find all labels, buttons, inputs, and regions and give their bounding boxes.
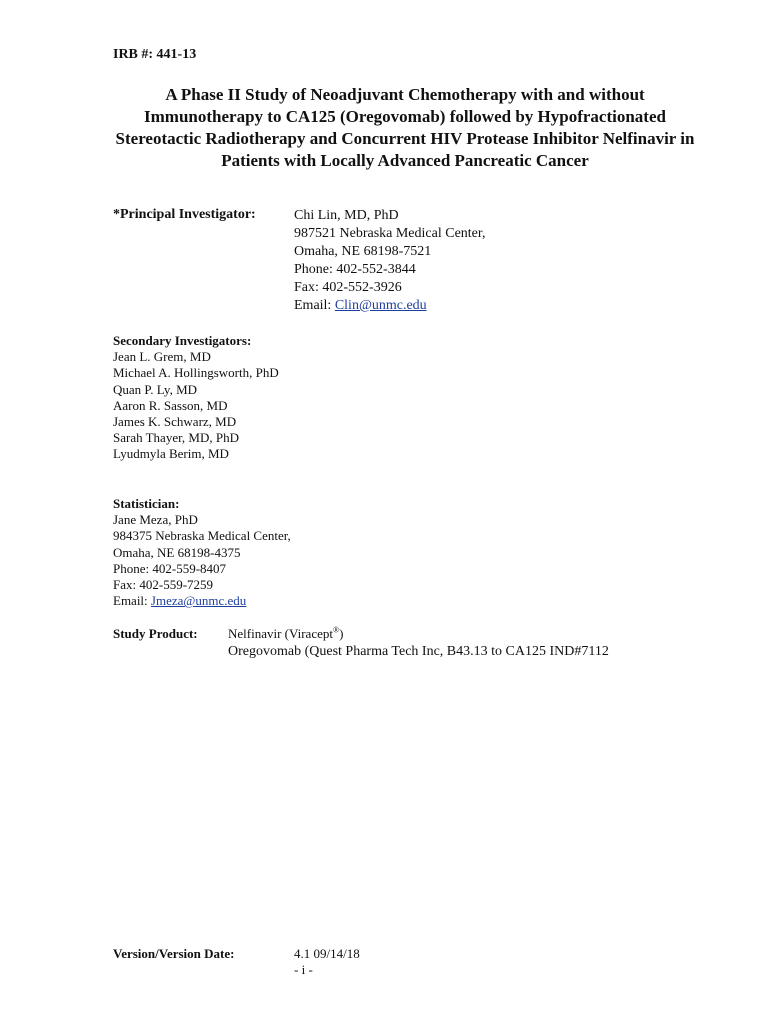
investigator-name: Jean L. Grem, MD bbox=[113, 349, 211, 365]
principal-investigator-label: *Principal Investigator: bbox=[113, 207, 256, 222]
statistician-label: Statistician: bbox=[113, 496, 180, 511]
pi-line: 987521 Nebraska Medical Center, bbox=[294, 226, 486, 241]
title-line: Stereotactic Radiotherapy and Concurrent HIV Protease Inhibitor Nelfinavir in bbox=[115, 129, 695, 148]
product-1-name: Nelfinavir (Viracept bbox=[228, 626, 333, 641]
investigator-name: Quan P. Ly, MD bbox=[113, 381, 198, 397]
pi-email-link[interactable]: Clin@unmc.edu bbox=[334, 298, 427, 313]
study-product-1 bbox=[228, 626, 343, 642]
investigator-name: Aaron R. Sasson, MD bbox=[113, 397, 228, 413]
investigator-name: Michael A. Hollingsworth, PhD bbox=[113, 365, 279, 381]
version-label: Version/Version Date: bbox=[113, 946, 235, 961]
pi-email-prefix: Email: bbox=[294, 298, 335, 313]
statistician-email-link[interactable]: Jmeza@unmc.edu bbox=[150, 593, 247, 609]
pi-line: Omaha, NE 68198-7521 bbox=[294, 244, 432, 259]
principal-investigator-details bbox=[294, 207, 486, 315]
statistician-line: Jane Meza, PhD bbox=[113, 512, 198, 528]
statistician-line: Fax: 402-559-7259 bbox=[113, 577, 214, 593]
protocol-title bbox=[60, 84, 750, 172]
registered-mark: ® bbox=[332, 625, 340, 635]
irb-number: IRB #: 441-13 bbox=[113, 47, 197, 62]
pi-line: Fax: 402-552-3926 bbox=[294, 280, 402, 295]
investigator-name: Lyudmyla Berim, MD bbox=[113, 446, 229, 462]
title-line: Patients with Locally Advanced Pancreatic Cancer bbox=[221, 151, 589, 170]
statistician-email-line bbox=[113, 593, 291, 609]
title-line: Immunotherapy to CA125 (Oregovomab) followed by Hypofractionated bbox=[144, 107, 666, 126]
study-product-2: Oregovomab (Quest Pharma Tech Inc, B43.13 to CA125 IND#7112 bbox=[228, 644, 609, 659]
pi-line: Phone: 402-552-3844 bbox=[294, 262, 416, 277]
pi-email-line bbox=[294, 297, 486, 315]
version-value: 4.1 09/14/18 bbox=[294, 946, 360, 961]
secondary-investigators-label: Secondary Investigators: bbox=[113, 333, 252, 348]
product-1-end: ) bbox=[339, 626, 344, 641]
statistician-line: Phone: 402-559-8407 bbox=[113, 560, 227, 576]
study-product-label: Study Product: bbox=[113, 626, 198, 641]
pi-line: Chi Lin, MD, PhD bbox=[294, 208, 399, 223]
investigator-name: James K. Schwarz, MD bbox=[113, 414, 237, 430]
statistician-line: 984375 Nebraska Medical Center, bbox=[113, 528, 291, 544]
page-number: - i - bbox=[294, 962, 313, 977]
investigator-name: Sarah Thayer, MD, PhD bbox=[113, 430, 239, 446]
statistician bbox=[113, 496, 291, 609]
secondary-investigators bbox=[113, 333, 279, 463]
title-line: A Phase II Study of Neoadjuvant Chemotherapy with and without bbox=[165, 85, 645, 104]
statistician-line: Omaha, NE 68198-4375 bbox=[113, 544, 241, 560]
statistician-email-prefix: Email: bbox=[113, 593, 151, 609]
